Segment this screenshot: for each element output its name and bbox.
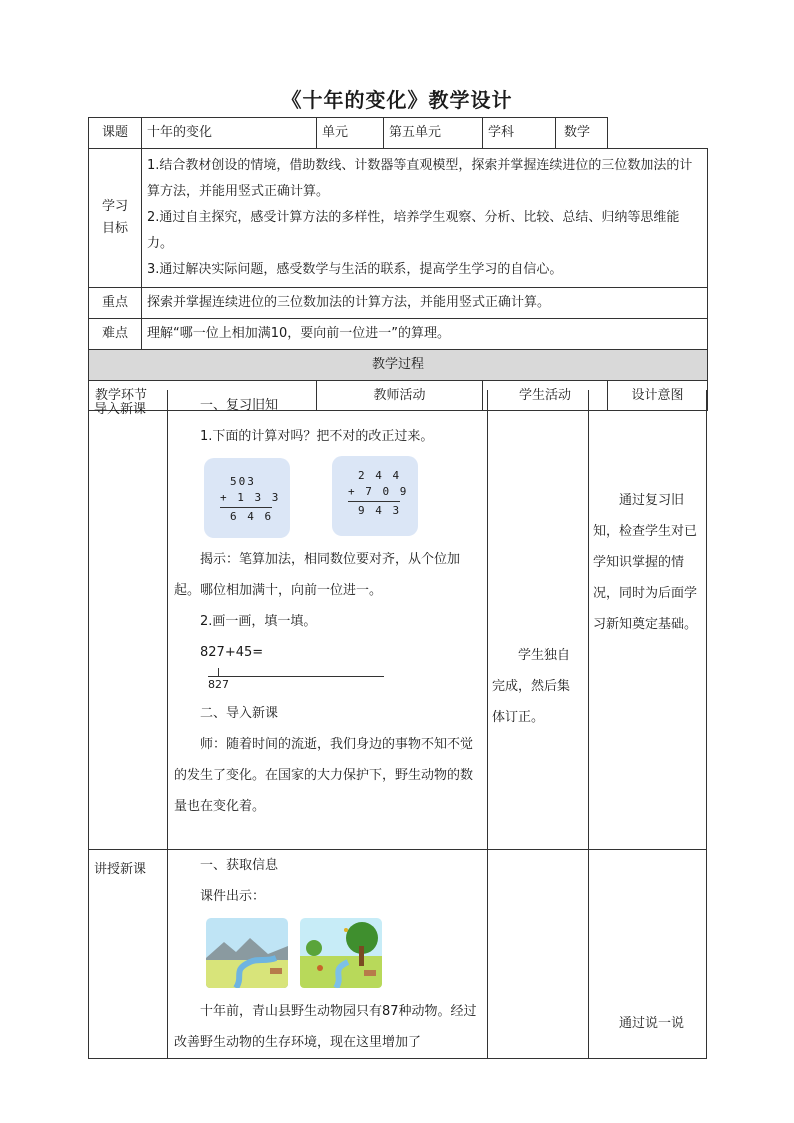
key-row: [89, 288, 708, 319]
goal-item: 1.结合教材创设的情境，借助数线、计数器等直观模型，探索并掌握连续进位的三位数加法的计算方法，并能用竖式正确计算。: [147, 158, 693, 199]
courseware-show: 课件出示：: [200, 889, 266, 904]
number-line: [174, 668, 482, 698]
unit-value: 第五单元: [384, 118, 483, 149]
scene-images: [174, 912, 482, 996]
unit-label: 单元: [317, 118, 384, 149]
review-heading: 一、复习旧知: [200, 398, 279, 413]
lesson-plan-table: [88, 117, 708, 411]
goal-item: 3.通过解决实际问题，感受数学与生活的联系，提高学生学习的自信心。: [147, 262, 563, 277]
topic-label: 课题: [89, 118, 142, 149]
difficulty-text: 理解“哪一位上相加满10，要向前一位进一”的算理。: [142, 319, 708, 350]
student-activity-1: 学生独自完成，然后集体订正。: [492, 648, 571, 725]
process-title: 教学过程: [89, 350, 708, 381]
key-text: 探索并掌握连续进位的三位数加法的计算方法，并能用竖式正确计算。: [142, 288, 708, 319]
header-row: [89, 118, 708, 149]
calc-cards: [174, 452, 482, 544]
goals-row: [89, 149, 708, 288]
subject-label: 学科: [483, 118, 556, 149]
teacher-activity-2: [174, 850, 482, 1058]
page-title: 《十年的变化》教学设计: [281, 88, 513, 112]
goals-label: 学习 目标: [89, 149, 142, 288]
subject-value: 数学: [556, 118, 608, 149]
intro-text: 师：随着时间的流逝，我们身边的事物不知不觉的发生了变化。在国家的大力保护下，野生动物的数量也在变化着。: [174, 737, 474, 814]
stage-intro: 导入新课: [94, 402, 147, 417]
difficulty-label: 难点: [89, 319, 142, 350]
reveal-text: 揭示：笔算加法，相同数位要对齐，从个位加起。哪位相加满十，向前一位进一。: [174, 552, 461, 598]
draw-question: 2.画一画，填一填。: [200, 614, 317, 629]
stage-teaching: 讲授新课: [94, 862, 147, 877]
col-teacher: 教师活动: [317, 381, 483, 411]
process-body: [88, 390, 707, 1060]
calc-card-2: 2 4 4 + 7 0 9 9 4 3: [332, 456, 418, 536]
expression: 827+45=: [200, 645, 264, 660]
numline-label: 827: [208, 678, 229, 691]
teacher-activity-1: [174, 390, 482, 822]
difficulty-row: [89, 319, 708, 350]
design-intent-2: 通过说一说: [619, 1016, 685, 1031]
col-stage: 教学环节: [89, 381, 317, 411]
landscape-after-image: [300, 918, 382, 988]
topic-value: 十年的变化: [142, 118, 317, 149]
process-title-row: [89, 350, 708, 381]
goal-item: 2.通过自主探究，感受计算方法的多样性，培养学生观察、分析、比较、总结、归纳等思维能力。: [147, 210, 680, 251]
landscape-before-image: [206, 918, 288, 988]
col-intent: 设计意图: [608, 381, 708, 411]
calc-card-1: 503 + 1 3 3 6 4 6: [204, 458, 290, 538]
design-intent-1: 通过复习旧知，检查学生对已学知识掌握的情况，同时为后面学习新知奠定基础。: [593, 493, 698, 632]
review-question: 1.下面的计算对吗？把不对的改正过来。: [200, 429, 434, 444]
intro-heading: 二、导入新课: [200, 706, 279, 721]
key-label: 重点: [89, 288, 142, 319]
story-text: 十年前，青山县野生动物园只有87种动物。经过改善野生动物的生存环境，现在这里增加了: [174, 1004, 477, 1050]
col-student: 学生活动: [483, 381, 608, 411]
goals-list: [142, 149, 708, 288]
info-heading: 一、获取信息: [200, 858, 279, 873]
